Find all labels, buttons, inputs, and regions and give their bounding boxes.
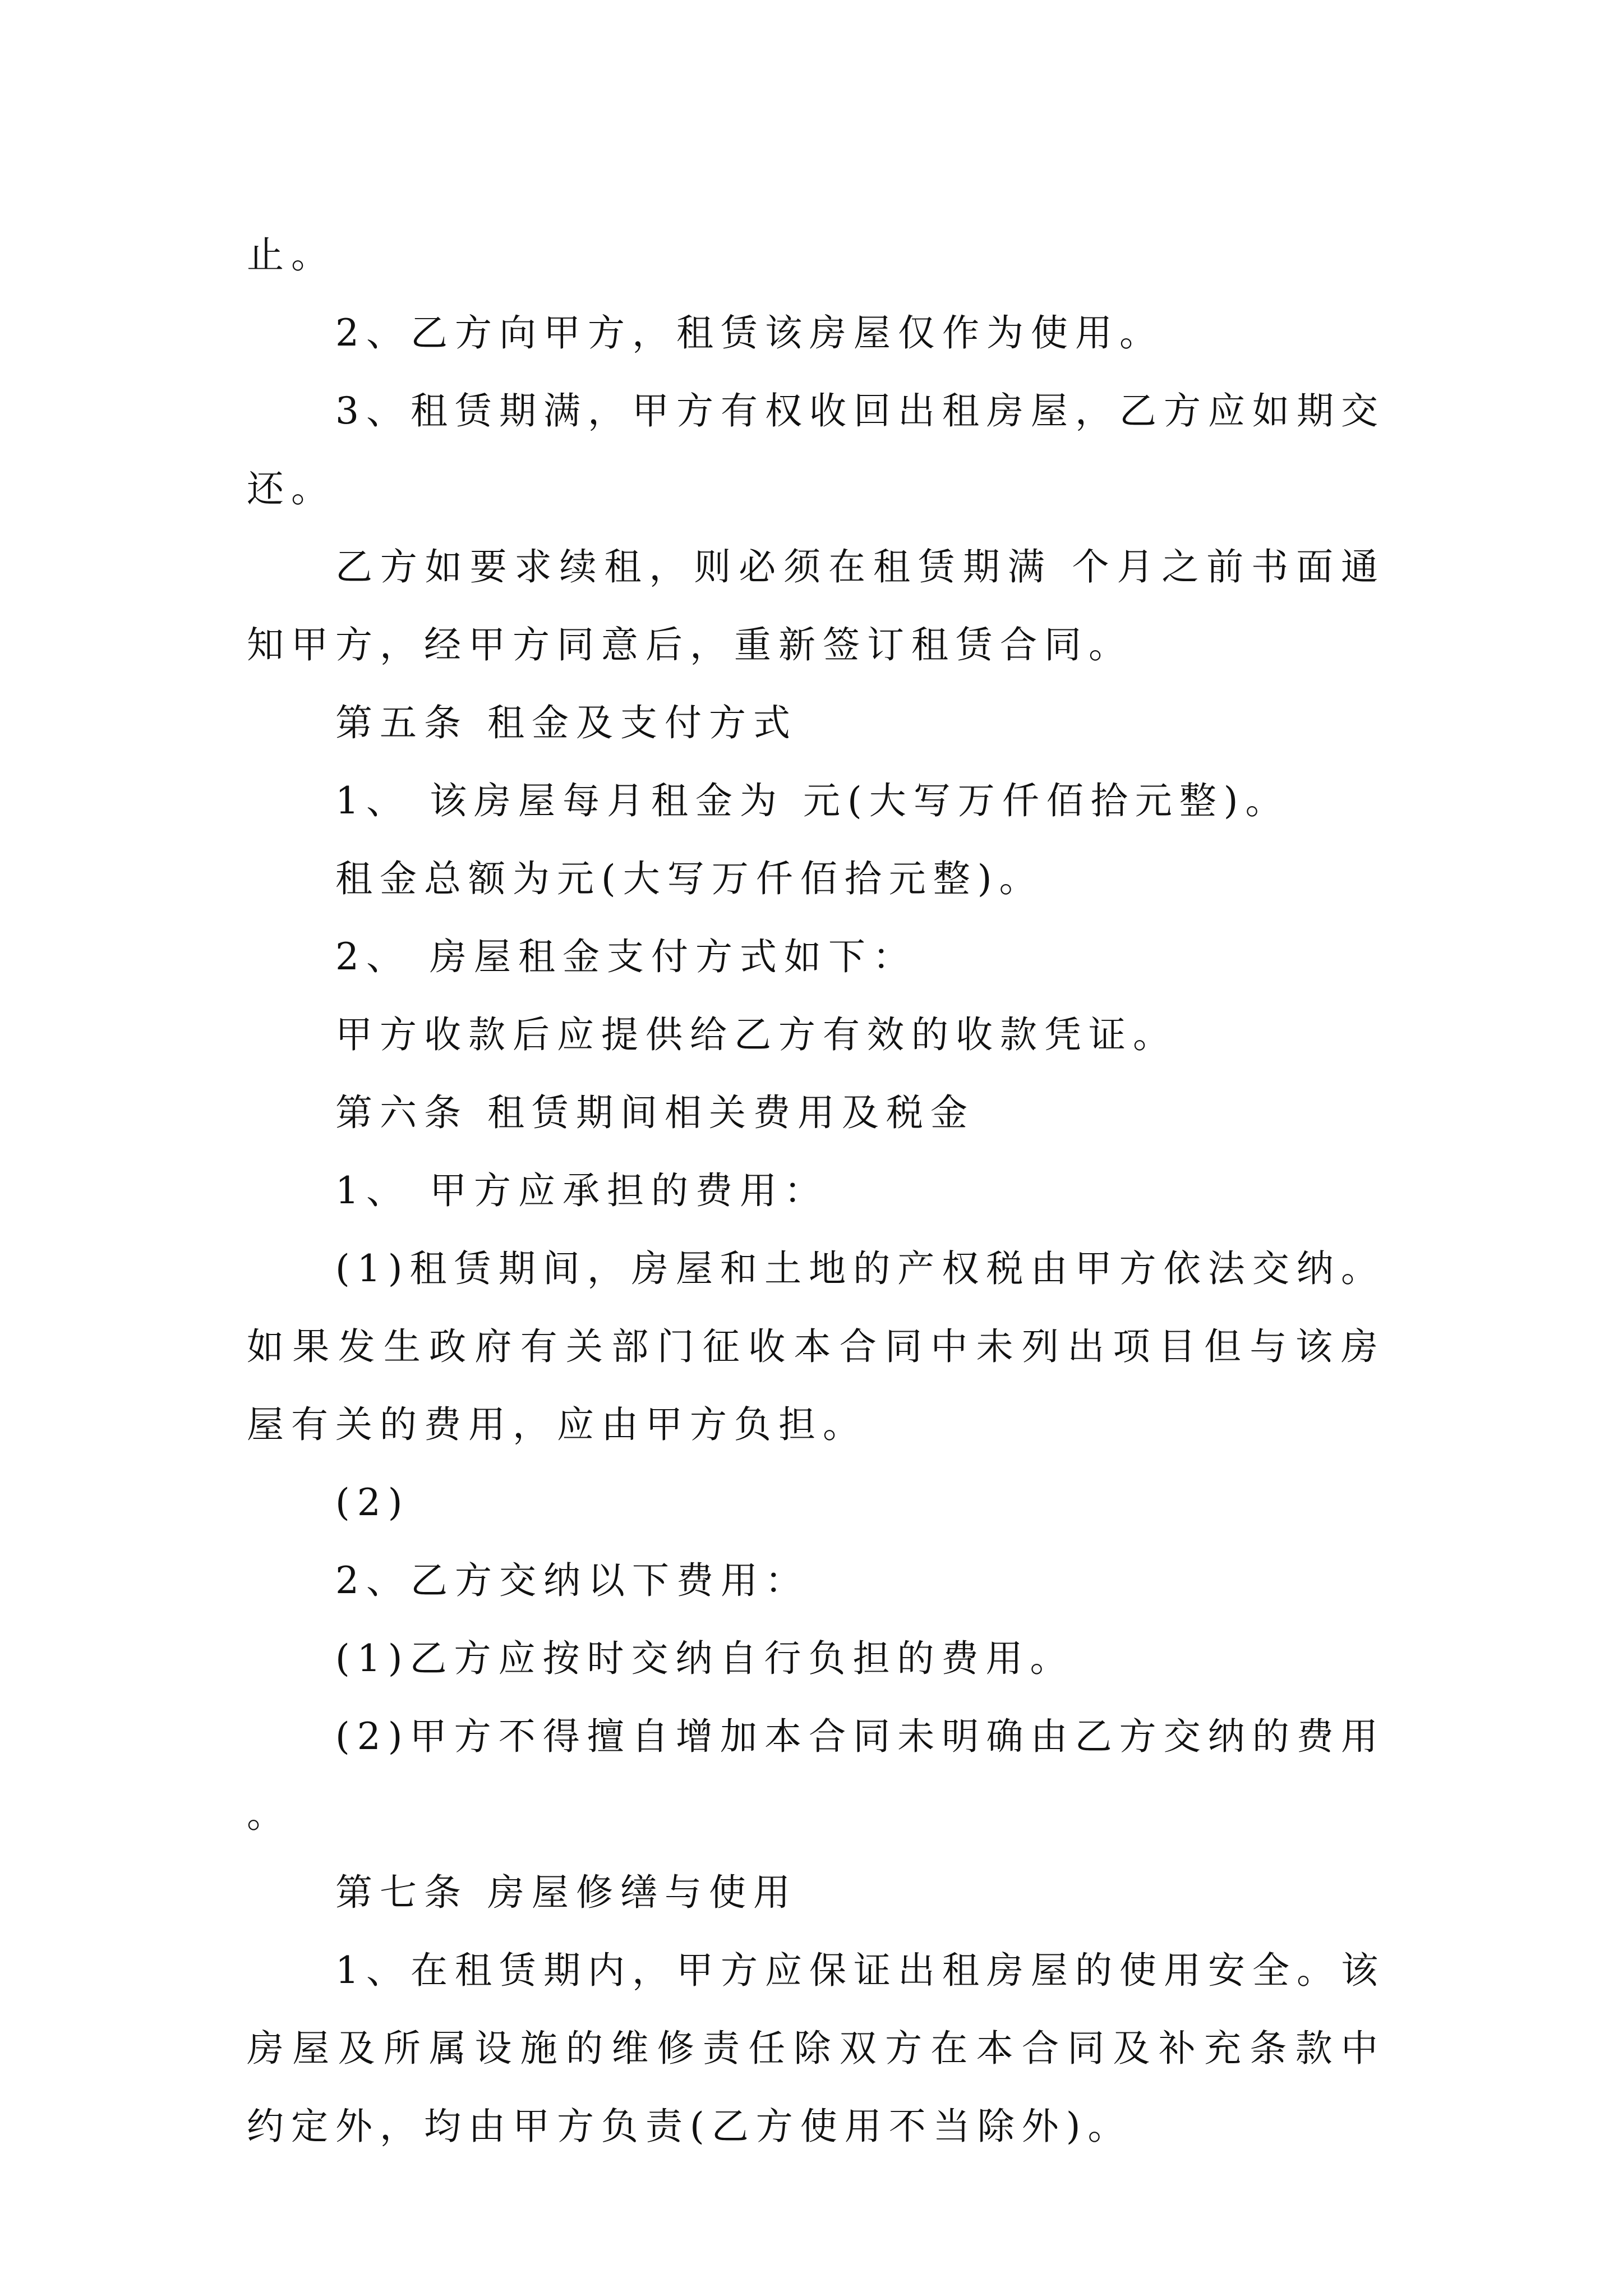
- paragraph-clause-7-1: 1、在租赁期内，甲方应保证出租房屋的使用安全。该房屋及所属设施的维修责任除双方在本合同及补充条款中约定外，均由甲方负责(乙方使用不当除外)。: [247, 1949, 1385, 2148]
- paragraph-rent-total: 租金总额为元(大写万仟佰拾元整)。: [335, 857, 1044, 900]
- paragraph-receipt: 甲方收款后应提供给乙方有效的收款凭证。: [335, 1013, 1177, 1056]
- paragraph-clause-6-2-1: (1)乙方应按时交纳自行负担的费用。: [335, 1637, 1075, 1680]
- paragraph-continuation: 止。: [247, 233, 335, 277]
- article-7-heading: 第七条 房屋修缮与使用: [335, 1871, 797, 1914]
- paragraph-clause-6-2: 2、乙方交纳以下费用：: [335, 1559, 809, 1602]
- paragraph-clause-5-1: 1、 该房屋每月租金为 元(大写万仟佰拾元整)。: [335, 779, 1290, 822]
- paragraph-clause-5-2: 2、 房屋租金支付方式如下：: [335, 935, 917, 978]
- paragraph-clause-6-1-1: (1)租赁期间，房屋和土地的产权税由甲方依法交纳。如果发生政府有关部门征收本合同中未列出项目但与该房屋有关的费用，应由甲方负担。: [247, 1247, 1385, 1446]
- paragraph-clause-6-2-2: (2)甲方不得擅自增加本合同未明确由乙方交纳的费用。: [247, 1715, 1385, 1836]
- document-body: [247, 216, 1385, 2165]
- article-5-heading: 第五条 租金及支付方式: [335, 701, 797, 744]
- paragraph-renewal: 乙方如要求续租，则必须在租赁期满 个月之前书面通知甲方，经甲方同意后，重新签订租赁合同。: [247, 545, 1385, 666]
- paragraph-clause-4-3: 3、租赁期满，甲方有权收回出租房屋，乙方应如期交还。: [247, 389, 1385, 510]
- paragraph-clause-6-1-2: (2): [335, 1481, 410, 1524]
- article-6-heading: 第六条 租赁期间相关费用及税金: [335, 1091, 975, 1134]
- paragraph-clause-4-2: 2、乙方向甲方，租赁该房屋仅作为使用。: [335, 311, 1164, 355]
- paragraph-clause-6-1: 1、 甲方应承担的费用：: [335, 1169, 828, 1212]
